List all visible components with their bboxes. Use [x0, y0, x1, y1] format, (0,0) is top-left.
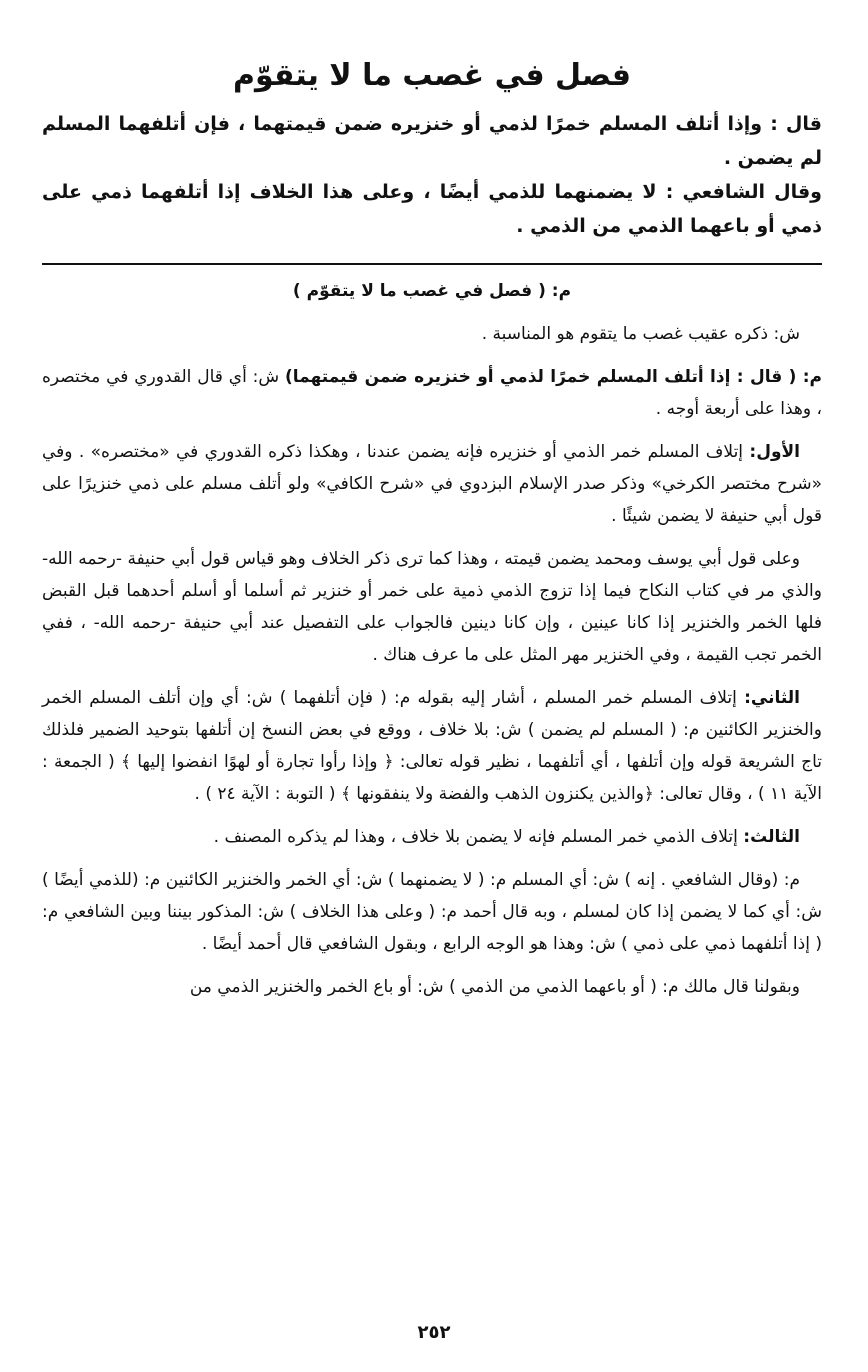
commentary-heading: م: ( فصل في غصب ما لا يتقوّم ) [292, 281, 572, 301]
commentary-paragraph: م: (وقال الشافعي . إنه ) ش: أي المسلم م: ( لا يضمنهما ) ش: أي الخمر والخنزير الكائنين م: (للذمي أيضًا ) ش: أي كما لا يضمن إذا كان لمسلم ، وبه قال أحمد م: ( وعلى هذا الخلاف ) ش: المذكور بيننا وبين الشافعي م: ( إذا أتلفهما ذمي على ذمي ) ش: وهذا هو الوجه الرابع ، وبقول الشافعي قال أحمد أيضًا . [42, 870, 822, 954]
section-divider [42, 263, 822, 265]
commentary-paragraph: وعلى قول أبي يوسف ومحمد يضمن قيمته ، وهذا كما ترى ذكر الخلاف وهو قياس قول أبي حنيفة -رحمه الله- والذي مر في كتاب النكاح فيما إذا تزوج الذمي ذمية على خمر أو خنزير ثم أسلما أو أسلم أحدهما قبل القبض فلها الخمر والخنزير إذا كانا عينين ، وإن كانا دينين فالجواب على التفصيل عند أبي حنيفة -رحمه الله- ، ففي الخمر تجب القيمة ، وفي الخنزير مهر المثل على ما عرف هناك . [42, 549, 822, 665]
commentary-paragraph: الأول: إتلاف المسلم خمر الذمي أو خنزيره فإنه يضمن عندنا ، وهكذا ذكره القدوري في «مختصره» . وفي «شرح مختصر الكرخي» وذكر صدر الإسلام البزدوي في «شرح الكافي» ولو أتلف مسلم على ذمي خنزيرًا على قول أبي حنيفة لا يضمن شيئًا . [42, 442, 822, 526]
commentary-paragraph: وبقولنا قال مالك م: ( أو باعهما الذمي من الذمي ) ش: أو باع الخمر والخنزير الذمي من [189, 977, 800, 997]
matn-line-1: قال : وإذا أتلف المسلم خمرًا لذمي أو خنزيره ضمن قيمتهما ، فإن أتلفهما المسلم لم يضمن . [42, 113, 822, 169]
commentary-paragraph: الثاني: إتلاف المسلم خمر المسلم ، أشار إليه بقوله م: ( فإن أتلفهما ) ش: أي وإن أتلف المسلم الخمر والخنزير الكائنين م: ( المسلم لم يضمن ) ش: بلا خلاف ، ووقع في بعض النسخ إن أتلفها بتوحيد الضمير فلذلك تاج الشريعة قوله وإن أتلفها ، أي أتلفهما ، نظير قوله تعالى: ﴿ وإذا رأوا تجارة أو لهوًا انفضوا إليها ﴾ ( الجمعة : الآية ١١ ) ، وقال تعالى: ﴿والذين يكنزون الذهب والفضة ولا ينفقونها ﴾ ( التوبة : الآية ٢٤ ) . [42, 688, 822, 804]
commentary-paragraph: م: ( قال : إذا أتلف المسلم خمرًا لذمي أو خنزيره ضمن قيمتهما) ش: أي قال القدوري في مختصره ، وهذا على أربعة أوجه . [42, 367, 822, 419]
chapter-title: فصل في غصب ما لا يتقوّم [232, 58, 632, 93]
page-body [42, 58, 822, 1014]
commentary-paragraph: الثالث: إتلاف الذمي خمر المسلم فإنه لا يضمن بلا خلاف ، وهذا لم يذكره المصنف . [213, 827, 800, 847]
page-number: ٢٥٢ [417, 1322, 451, 1343]
commentary-paragraph: ش: ذكره عقيب غصب ما يتقوم هو المناسبة . [481, 324, 800, 344]
main-text [42, 107, 822, 243]
commentary [42, 275, 822, 1003]
matn-line-2: وقال الشافعي : لا يضمنهما للذمي أيضًا ، وعلى هذا الخلاف إذا أتلفهما ذمي على ذمي أو باعهما الذمي من الذمي . [42, 181, 822, 237]
